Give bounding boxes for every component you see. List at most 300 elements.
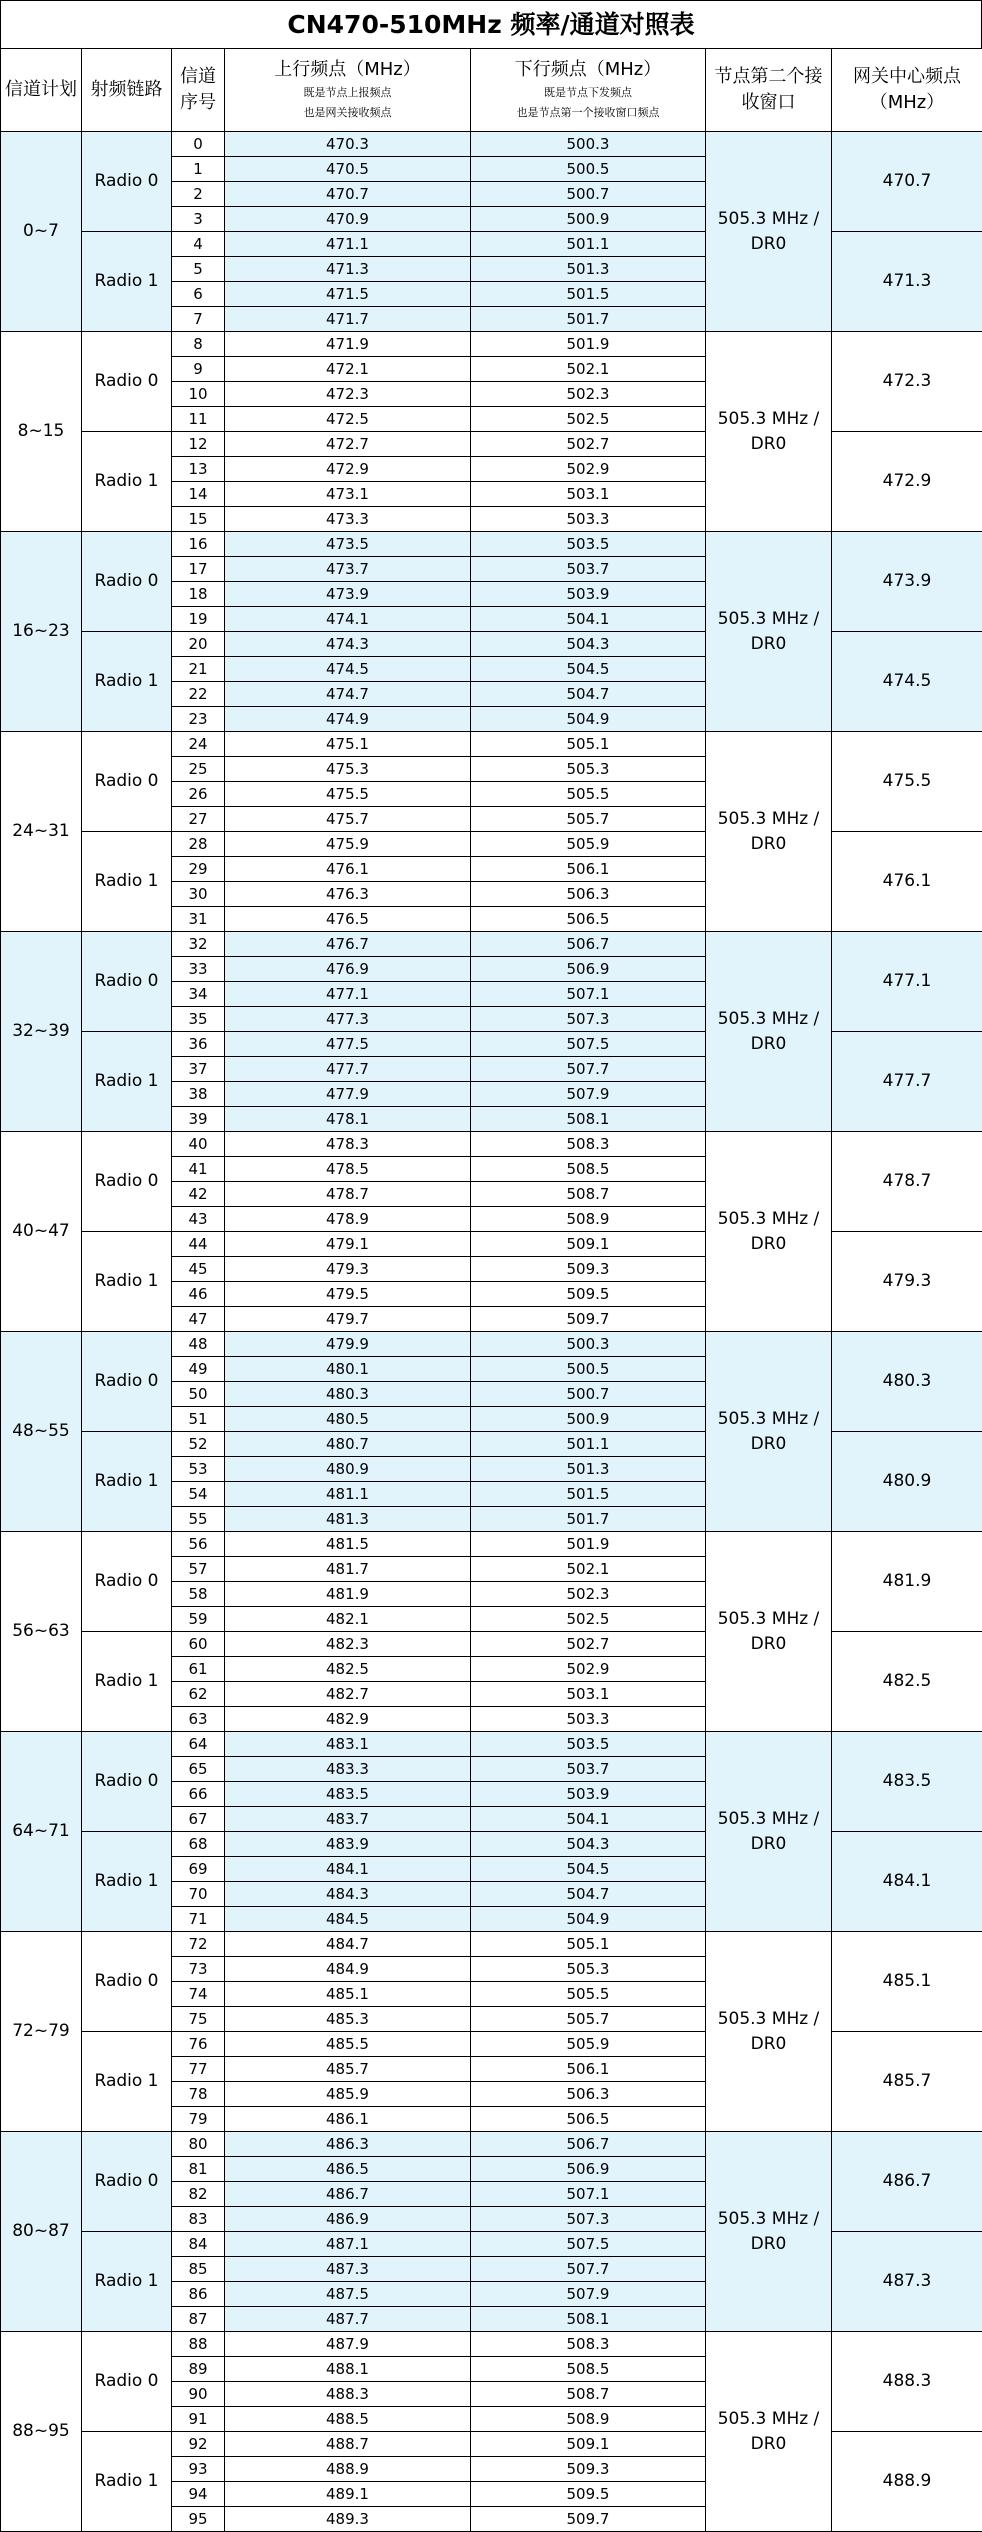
uplink-frequency-cell: 486.9 bbox=[225, 2207, 471, 2232]
header-uplink-note1: 既是节点上报频点 bbox=[303, 86, 392, 99]
uplink-frequency-cell: 481.7 bbox=[225, 1557, 471, 1582]
gateway-center-frequency-cell: 476.1 bbox=[832, 832, 982, 932]
channel-index-cell: 22 bbox=[172, 682, 225, 707]
table-row bbox=[1, 1332, 982, 1357]
downlink-frequency-cell: 507.9 bbox=[471, 1082, 706, 1107]
downlink-frequency-cell: 501.7 bbox=[471, 307, 706, 332]
downlink-frequency-cell: 505.5 bbox=[471, 1982, 706, 2007]
downlink-frequency-cell: 501.1 bbox=[471, 232, 706, 257]
uplink-frequency-cell: 478.9 bbox=[225, 1207, 471, 1232]
uplink-frequency-cell: 478.1 bbox=[225, 1107, 471, 1132]
downlink-frequency-cell: 501.9 bbox=[471, 332, 706, 357]
frequency-table bbox=[0, 48, 982, 2532]
downlink-frequency-cell: 505.7 bbox=[471, 2007, 706, 2032]
downlink-frequency-cell: 502.1 bbox=[471, 1557, 706, 1582]
downlink-frequency-cell: 505.9 bbox=[471, 832, 706, 857]
channel-index-cell: 31 bbox=[172, 907, 225, 932]
channel-index-cell: 73 bbox=[172, 1957, 225, 1982]
rf-chain-cell: Radio 1 bbox=[82, 432, 172, 532]
uplink-frequency-cell: 481.9 bbox=[225, 1582, 471, 1607]
channel-index-cell: 49 bbox=[172, 1357, 225, 1382]
downlink-frequency-cell: 507.9 bbox=[471, 2282, 706, 2307]
downlink-frequency-cell: 507.3 bbox=[471, 1007, 706, 1032]
downlink-frequency-cell: 503.7 bbox=[471, 1757, 706, 1782]
downlink-frequency-cell: 508.7 bbox=[471, 1182, 706, 1207]
table-body bbox=[1, 132, 982, 2532]
channel-plan-cell: 24~31 bbox=[1, 732, 82, 932]
uplink-frequency-cell: 484.9 bbox=[225, 1957, 471, 1982]
channel-index-cell: 44 bbox=[172, 1232, 225, 1257]
gateway-center-frequency-cell: 474.5 bbox=[832, 632, 982, 732]
channel-index-cell: 66 bbox=[172, 1782, 225, 1807]
uplink-frequency-cell: 483.1 bbox=[225, 1732, 471, 1757]
downlink-frequency-cell: 505.5 bbox=[471, 782, 706, 807]
channel-index-cell: 19 bbox=[172, 607, 225, 632]
table-row bbox=[1, 1632, 982, 1657]
gateway-center-frequency-cell: 478.7 bbox=[832, 1132, 982, 1232]
downlink-frequency-cell: 502.5 bbox=[471, 1607, 706, 1632]
uplink-frequency-cell: 487.9 bbox=[225, 2332, 471, 2357]
rx2-window-cell: 505.3 MHz / DR0 bbox=[706, 1532, 832, 1732]
channel-plan-cell: 16~23 bbox=[1, 532, 82, 732]
channel-index-cell: 92 bbox=[172, 2432, 225, 2457]
channel-plan-cell: 0~7 bbox=[1, 132, 82, 332]
downlink-frequency-cell: 504.3 bbox=[471, 1832, 706, 1857]
channel-index-cell: 85 bbox=[172, 2257, 225, 2282]
downlink-frequency-cell: 500.9 bbox=[471, 1407, 706, 1432]
downlink-frequency-cell: 503.9 bbox=[471, 1782, 706, 1807]
downlink-frequency-cell: 504.9 bbox=[471, 707, 706, 732]
rf-chain-cell: Radio 0 bbox=[82, 1132, 172, 1232]
downlink-frequency-cell: 508.3 bbox=[471, 2332, 706, 2357]
downlink-frequency-cell: 501.9 bbox=[471, 1532, 706, 1557]
table-row bbox=[1, 2332, 982, 2357]
uplink-frequency-cell: 485.5 bbox=[225, 2032, 471, 2057]
table-row bbox=[1, 2232, 982, 2257]
downlink-frequency-cell: 509.7 bbox=[471, 2507, 706, 2532]
header-index: 信道序号 bbox=[172, 49, 225, 132]
channel-index-cell: 72 bbox=[172, 1932, 225, 1957]
downlink-frequency-cell: 503.5 bbox=[471, 532, 706, 557]
channel-index-cell: 29 bbox=[172, 857, 225, 882]
uplink-frequency-cell: 475.9 bbox=[225, 832, 471, 857]
downlink-frequency-cell: 509.3 bbox=[471, 2457, 706, 2482]
uplink-frequency-cell: 482.9 bbox=[225, 1707, 471, 1732]
uplink-frequency-cell: 487.5 bbox=[225, 2282, 471, 2307]
channel-index-cell: 4 bbox=[172, 232, 225, 257]
channel-index-cell: 36 bbox=[172, 1032, 225, 1057]
channel-index-cell: 58 bbox=[172, 1582, 225, 1607]
table-row bbox=[1, 532, 982, 557]
table-row bbox=[1, 2132, 982, 2157]
gateway-center-frequency-cell: 487.3 bbox=[832, 2232, 982, 2332]
downlink-frequency-cell: 508.1 bbox=[471, 2307, 706, 2332]
header-uplink-title: 上行频点（MHz） bbox=[274, 59, 421, 80]
downlink-frequency-cell: 509.1 bbox=[471, 2432, 706, 2457]
channel-index-cell: 76 bbox=[172, 2032, 225, 2057]
uplink-frequency-cell: 475.5 bbox=[225, 782, 471, 807]
channel-index-cell: 69 bbox=[172, 1857, 225, 1882]
downlink-frequency-cell: 508.9 bbox=[471, 2407, 706, 2432]
header-plan: 信道计划 bbox=[1, 49, 82, 132]
rf-chain-cell: Radio 0 bbox=[82, 1532, 172, 1632]
uplink-frequency-cell: 482.7 bbox=[225, 1682, 471, 1707]
uplink-frequency-cell: 471.1 bbox=[225, 232, 471, 257]
uplink-frequency-cell: 475.1 bbox=[225, 732, 471, 757]
uplink-frequency-cell: 483.7 bbox=[225, 1807, 471, 1832]
gateway-center-frequency-cell: 479.3 bbox=[832, 1232, 982, 1332]
downlink-frequency-cell: 505.1 bbox=[471, 732, 706, 757]
gateway-center-frequency-cell: 485.1 bbox=[832, 1932, 982, 2032]
uplink-frequency-cell: 489.1 bbox=[225, 2482, 471, 2507]
uplink-frequency-cell: 477.7 bbox=[225, 1057, 471, 1082]
downlink-frequency-cell: 508.3 bbox=[471, 1132, 706, 1157]
table-row bbox=[1, 2032, 982, 2057]
uplink-frequency-cell: 482.1 bbox=[225, 1607, 471, 1632]
channel-index-cell: 24 bbox=[172, 732, 225, 757]
uplink-frequency-cell: 478.7 bbox=[225, 1182, 471, 1207]
channel-index-cell: 67 bbox=[172, 1807, 225, 1832]
table-row bbox=[1, 1032, 982, 1057]
header-uplink-note2: 也是网关接收频点 bbox=[303, 106, 392, 119]
uplink-frequency-cell: 488.3 bbox=[225, 2382, 471, 2407]
uplink-frequency-cell: 471.9 bbox=[225, 332, 471, 357]
rx2-window-cell: 505.3 MHz / DR0 bbox=[706, 732, 832, 932]
downlink-frequency-cell: 507.1 bbox=[471, 2182, 706, 2207]
downlink-frequency-cell: 503.7 bbox=[471, 557, 706, 582]
table-row bbox=[1, 1732, 982, 1757]
rf-chain-cell: Radio 1 bbox=[82, 1832, 172, 1932]
uplink-frequency-cell: 486.7 bbox=[225, 2182, 471, 2207]
gateway-center-frequency-cell: 482.5 bbox=[832, 1632, 982, 1732]
uplink-frequency-cell: 485.3 bbox=[225, 2007, 471, 2032]
downlink-frequency-cell: 501.1 bbox=[471, 1432, 706, 1457]
channel-index-cell: 18 bbox=[172, 582, 225, 607]
channel-index-cell: 63 bbox=[172, 1707, 225, 1732]
downlink-frequency-cell: 504.7 bbox=[471, 682, 706, 707]
channel-plan-cell: 80~87 bbox=[1, 2132, 82, 2332]
channel-index-cell: 52 bbox=[172, 1432, 225, 1457]
uplink-frequency-cell: 477.5 bbox=[225, 1032, 471, 1057]
gateway-center-frequency-cell: 477.1 bbox=[832, 932, 982, 1032]
table-row bbox=[1, 2432, 982, 2457]
channel-plan-cell: 64~71 bbox=[1, 1732, 82, 1932]
channel-index-cell: 51 bbox=[172, 1407, 225, 1432]
rf-chain-cell: Radio 1 bbox=[82, 1232, 172, 1332]
uplink-frequency-cell: 485.1 bbox=[225, 1982, 471, 2007]
downlink-frequency-cell: 500.5 bbox=[471, 1357, 706, 1382]
rf-chain-cell: Radio 1 bbox=[82, 2232, 172, 2332]
table-row bbox=[1, 1832, 982, 1857]
uplink-frequency-cell: 477.3 bbox=[225, 1007, 471, 1032]
channel-plan-cell: 72~79 bbox=[1, 1932, 82, 2132]
downlink-frequency-cell: 502.3 bbox=[471, 382, 706, 407]
gateway-center-frequency-cell: 472.9 bbox=[832, 432, 982, 532]
uplink-frequency-cell: 475.3 bbox=[225, 757, 471, 782]
rf-chain-cell: Radio 0 bbox=[82, 1332, 172, 1432]
channel-index-cell: 65 bbox=[172, 1757, 225, 1782]
uplink-frequency-cell: 484.3 bbox=[225, 1882, 471, 1907]
rf-chain-cell: Radio 1 bbox=[82, 232, 172, 332]
gateway-center-frequency-cell: 472.3 bbox=[832, 332, 982, 432]
uplink-frequency-cell: 474.9 bbox=[225, 707, 471, 732]
channel-index-cell: 48 bbox=[172, 1332, 225, 1357]
channel-index-cell: 3 bbox=[172, 207, 225, 232]
channel-index-cell: 90 bbox=[172, 2382, 225, 2407]
uplink-frequency-cell: 485.9 bbox=[225, 2082, 471, 2107]
gateway-center-frequency-cell: 480.9 bbox=[832, 1432, 982, 1532]
downlink-frequency-cell: 503.3 bbox=[471, 507, 706, 532]
uplink-frequency-cell: 471.7 bbox=[225, 307, 471, 332]
uplink-frequency-cell: 488.5 bbox=[225, 2407, 471, 2432]
rf-chain-cell: Radio 0 bbox=[82, 2332, 172, 2432]
downlink-frequency-cell: 506.1 bbox=[471, 2057, 706, 2082]
downlink-frequency-cell: 506.7 bbox=[471, 932, 706, 957]
uplink-frequency-cell: 484.5 bbox=[225, 1907, 471, 1932]
channel-index-cell: 53 bbox=[172, 1457, 225, 1482]
uplink-frequency-cell: 472.9 bbox=[225, 457, 471, 482]
uplink-frequency-cell: 474.7 bbox=[225, 682, 471, 707]
channel-index-cell: 60 bbox=[172, 1632, 225, 1657]
gateway-center-frequency-cell: 470.7 bbox=[832, 132, 982, 232]
uplink-frequency-cell: 486.3 bbox=[225, 2132, 471, 2157]
downlink-frequency-cell: 503.5 bbox=[471, 1732, 706, 1757]
uplink-frequency-cell: 474.5 bbox=[225, 657, 471, 682]
channel-index-cell: 93 bbox=[172, 2457, 225, 2482]
rx2-window-cell: 505.3 MHz / DR0 bbox=[706, 2332, 832, 2532]
header-row bbox=[1, 49, 982, 132]
channel-index-cell: 54 bbox=[172, 1482, 225, 1507]
uplink-frequency-cell: 472.3 bbox=[225, 382, 471, 407]
channel-index-cell: 61 bbox=[172, 1657, 225, 1682]
rf-chain-cell: Radio 0 bbox=[82, 1932, 172, 2032]
rf-chain-cell: Radio 1 bbox=[82, 832, 172, 932]
downlink-frequency-cell: 505.7 bbox=[471, 807, 706, 832]
header-center: 网关中心频点（MHz） bbox=[832, 49, 982, 132]
uplink-frequency-cell: 488.7 bbox=[225, 2432, 471, 2457]
channel-index-cell: 89 bbox=[172, 2357, 225, 2382]
downlink-frequency-cell: 507.5 bbox=[471, 2232, 706, 2257]
uplink-frequency-cell: 473.7 bbox=[225, 557, 471, 582]
channel-index-cell: 78 bbox=[172, 2082, 225, 2107]
channel-index-cell: 70 bbox=[172, 1882, 225, 1907]
channel-index-cell: 50 bbox=[172, 1382, 225, 1407]
channel-index-cell: 87 bbox=[172, 2307, 225, 2332]
downlink-frequency-cell: 507.7 bbox=[471, 2257, 706, 2282]
downlink-frequency-cell: 500.7 bbox=[471, 182, 706, 207]
gateway-center-frequency-cell: 485.7 bbox=[832, 2032, 982, 2132]
rx2-window-cell: 505.3 MHz / DR0 bbox=[706, 1132, 832, 1332]
uplink-frequency-cell: 477.9 bbox=[225, 1082, 471, 1107]
table-row bbox=[1, 332, 982, 357]
uplink-frequency-cell: 479.1 bbox=[225, 1232, 471, 1257]
channel-index-cell: 20 bbox=[172, 632, 225, 657]
header-downlink-title: 下行频点（MHz） bbox=[514, 59, 662, 80]
uplink-frequency-cell: 482.3 bbox=[225, 1632, 471, 1657]
channel-index-cell: 21 bbox=[172, 657, 225, 682]
table-row bbox=[1, 1232, 982, 1257]
channel-plan-cell: 8~15 bbox=[1, 332, 82, 532]
uplink-frequency-cell: 470.5 bbox=[225, 157, 471, 182]
downlink-frequency-cell: 506.1 bbox=[471, 857, 706, 882]
channel-index-cell: 83 bbox=[172, 2207, 225, 2232]
rf-chain-cell: Radio 0 bbox=[82, 732, 172, 832]
uplink-frequency-cell: 476.7 bbox=[225, 932, 471, 957]
downlink-frequency-cell: 504.9 bbox=[471, 1907, 706, 1932]
table-row bbox=[1, 1932, 982, 1957]
header-rx2: 节点第二个接收窗口 bbox=[706, 49, 832, 132]
downlink-frequency-cell: 504.5 bbox=[471, 1857, 706, 1882]
table-row bbox=[1, 1432, 982, 1457]
channel-index-cell: 56 bbox=[172, 1532, 225, 1557]
downlink-frequency-cell: 509.7 bbox=[471, 1307, 706, 1332]
downlink-frequency-cell: 506.5 bbox=[471, 907, 706, 932]
downlink-frequency-cell: 507.5 bbox=[471, 1032, 706, 1057]
table-row bbox=[1, 1532, 982, 1557]
uplink-frequency-cell: 478.5 bbox=[225, 1157, 471, 1182]
channel-index-cell: 77 bbox=[172, 2057, 225, 2082]
channel-index-cell: 94 bbox=[172, 2482, 225, 2507]
channel-index-cell: 9 bbox=[172, 357, 225, 382]
uplink-frequency-cell: 474.3 bbox=[225, 632, 471, 657]
uplink-frequency-cell: 473.1 bbox=[225, 482, 471, 507]
channel-index-cell: 37 bbox=[172, 1057, 225, 1082]
downlink-frequency-cell: 505.3 bbox=[471, 757, 706, 782]
rf-chain-cell: Radio 1 bbox=[82, 1632, 172, 1732]
channel-index-cell: 30 bbox=[172, 882, 225, 907]
gateway-center-frequency-cell: 471.3 bbox=[832, 232, 982, 332]
header-downlink-note2: 也是节点第一个接收窗口频点 bbox=[516, 106, 660, 119]
downlink-frequency-cell: 504.1 bbox=[471, 607, 706, 632]
downlink-frequency-cell: 502.9 bbox=[471, 457, 706, 482]
downlink-frequency-cell: 501.5 bbox=[471, 282, 706, 307]
downlink-frequency-cell: 500.7 bbox=[471, 1382, 706, 1407]
channel-index-cell: 55 bbox=[172, 1507, 225, 1532]
uplink-frequency-cell: 481.3 bbox=[225, 1507, 471, 1532]
channel-index-cell: 91 bbox=[172, 2407, 225, 2432]
uplink-frequency-cell: 475.7 bbox=[225, 807, 471, 832]
header-rf-chain: 射频链路 bbox=[82, 49, 172, 132]
table-row bbox=[1, 632, 982, 657]
rx2-window-cell: 505.3 MHz / DR0 bbox=[706, 1732, 832, 1932]
downlink-frequency-cell: 509.3 bbox=[471, 1257, 706, 1282]
rx2-window-cell: 505.3 MHz / DR0 bbox=[706, 532, 832, 732]
channel-index-cell: 17 bbox=[172, 557, 225, 582]
uplink-frequency-cell: 480.7 bbox=[225, 1432, 471, 1457]
uplink-frequency-cell: 473.3 bbox=[225, 507, 471, 532]
downlink-frequency-cell: 501.3 bbox=[471, 257, 706, 282]
rx2-window-cell: 505.3 MHz / DR0 bbox=[706, 332, 832, 532]
page-title: CN470-510MHz 频率/通道对照表 bbox=[0, 0, 982, 48]
downlink-frequency-cell: 507.3 bbox=[471, 2207, 706, 2232]
uplink-frequency-cell: 470.9 bbox=[225, 207, 471, 232]
uplink-frequency-cell: 471.3 bbox=[225, 257, 471, 282]
downlink-frequency-cell: 508.1 bbox=[471, 1107, 706, 1132]
header-uplink bbox=[225, 49, 471, 132]
uplink-frequency-cell: 479.3 bbox=[225, 1257, 471, 1282]
downlink-frequency-cell: 509.5 bbox=[471, 1282, 706, 1307]
uplink-frequency-cell: 480.5 bbox=[225, 1407, 471, 1432]
uplink-frequency-cell: 487.7 bbox=[225, 2307, 471, 2332]
table-row bbox=[1, 732, 982, 757]
channel-index-cell: 80 bbox=[172, 2132, 225, 2157]
uplink-frequency-cell: 472.7 bbox=[225, 432, 471, 457]
uplink-frequency-cell: 476.9 bbox=[225, 957, 471, 982]
channel-index-cell: 57 bbox=[172, 1557, 225, 1582]
channel-index-cell: 64 bbox=[172, 1732, 225, 1757]
uplink-frequency-cell: 480.1 bbox=[225, 1357, 471, 1382]
channel-index-cell: 6 bbox=[172, 282, 225, 307]
downlink-frequency-cell: 502.5 bbox=[471, 407, 706, 432]
downlink-frequency-cell: 503.3 bbox=[471, 1707, 706, 1732]
uplink-frequency-cell: 470.3 bbox=[225, 132, 471, 157]
downlink-frequency-cell: 507.7 bbox=[471, 1057, 706, 1082]
uplink-frequency-cell: 483.9 bbox=[225, 1832, 471, 1857]
downlink-frequency-cell: 509.5 bbox=[471, 2482, 706, 2507]
channel-index-cell: 68 bbox=[172, 1832, 225, 1857]
downlink-frequency-cell: 506.3 bbox=[471, 882, 706, 907]
channel-plan-cell: 48~55 bbox=[1, 1332, 82, 1532]
downlink-frequency-cell: 508.9 bbox=[471, 1207, 706, 1232]
channel-index-cell: 32 bbox=[172, 932, 225, 957]
uplink-frequency-cell: 483.3 bbox=[225, 1757, 471, 1782]
channel-index-cell: 1 bbox=[172, 157, 225, 182]
uplink-frequency-cell: 486.1 bbox=[225, 2107, 471, 2132]
downlink-frequency-cell: 505.3 bbox=[471, 1957, 706, 1982]
channel-index-cell: 59 bbox=[172, 1607, 225, 1632]
uplink-frequency-cell: 480.3 bbox=[225, 1382, 471, 1407]
downlink-frequency-cell: 503.9 bbox=[471, 582, 706, 607]
downlink-frequency-cell: 505.1 bbox=[471, 1932, 706, 1957]
channel-index-cell: 45 bbox=[172, 1257, 225, 1282]
header-downlink-note1: 既是节点下发频点 bbox=[544, 86, 632, 99]
channel-index-cell: 16 bbox=[172, 532, 225, 557]
channel-index-cell: 26 bbox=[172, 782, 225, 807]
gateway-center-frequency-cell: 488.3 bbox=[832, 2332, 982, 2432]
uplink-frequency-cell: 489.3 bbox=[225, 2507, 471, 2532]
downlink-frequency-cell: 505.9 bbox=[471, 2032, 706, 2057]
downlink-frequency-cell: 508.5 bbox=[471, 2357, 706, 2382]
uplink-frequency-cell: 476.3 bbox=[225, 882, 471, 907]
uplink-frequency-cell: 486.5 bbox=[225, 2157, 471, 2182]
channel-index-cell: 38 bbox=[172, 1082, 225, 1107]
downlink-frequency-cell: 506.7 bbox=[471, 2132, 706, 2157]
uplink-frequency-cell: 488.1 bbox=[225, 2357, 471, 2382]
uplink-frequency-cell: 485.7 bbox=[225, 2057, 471, 2082]
uplink-frequency-cell: 484.1 bbox=[225, 1857, 471, 1882]
gateway-center-frequency-cell: 486.7 bbox=[832, 2132, 982, 2232]
channel-index-cell: 35 bbox=[172, 1007, 225, 1032]
rx2-window-cell: 505.3 MHz / DR0 bbox=[706, 2132, 832, 2332]
downlink-frequency-cell: 504.3 bbox=[471, 632, 706, 657]
uplink-frequency-cell: 479.9 bbox=[225, 1332, 471, 1357]
channel-index-cell: 39 bbox=[172, 1107, 225, 1132]
uplink-frequency-cell: 474.1 bbox=[225, 607, 471, 632]
uplink-frequency-cell: 478.3 bbox=[225, 1132, 471, 1157]
uplink-frequency-cell: 480.9 bbox=[225, 1457, 471, 1482]
downlink-frequency-cell: 503.1 bbox=[471, 1682, 706, 1707]
uplink-frequency-cell: 481.5 bbox=[225, 1532, 471, 1557]
channel-index-cell: 34 bbox=[172, 982, 225, 1007]
channel-index-cell: 8 bbox=[172, 332, 225, 357]
channel-index-cell: 15 bbox=[172, 507, 225, 532]
downlink-frequency-cell: 500.5 bbox=[471, 157, 706, 182]
gateway-center-frequency-cell: 477.7 bbox=[832, 1032, 982, 1132]
rx2-window-cell: 505.3 MHz / DR0 bbox=[706, 132, 832, 332]
gateway-center-frequency-cell: 481.9 bbox=[832, 1532, 982, 1632]
channel-plan-cell: 88~95 bbox=[1, 2332, 82, 2532]
channel-index-cell: 86 bbox=[172, 2282, 225, 2307]
